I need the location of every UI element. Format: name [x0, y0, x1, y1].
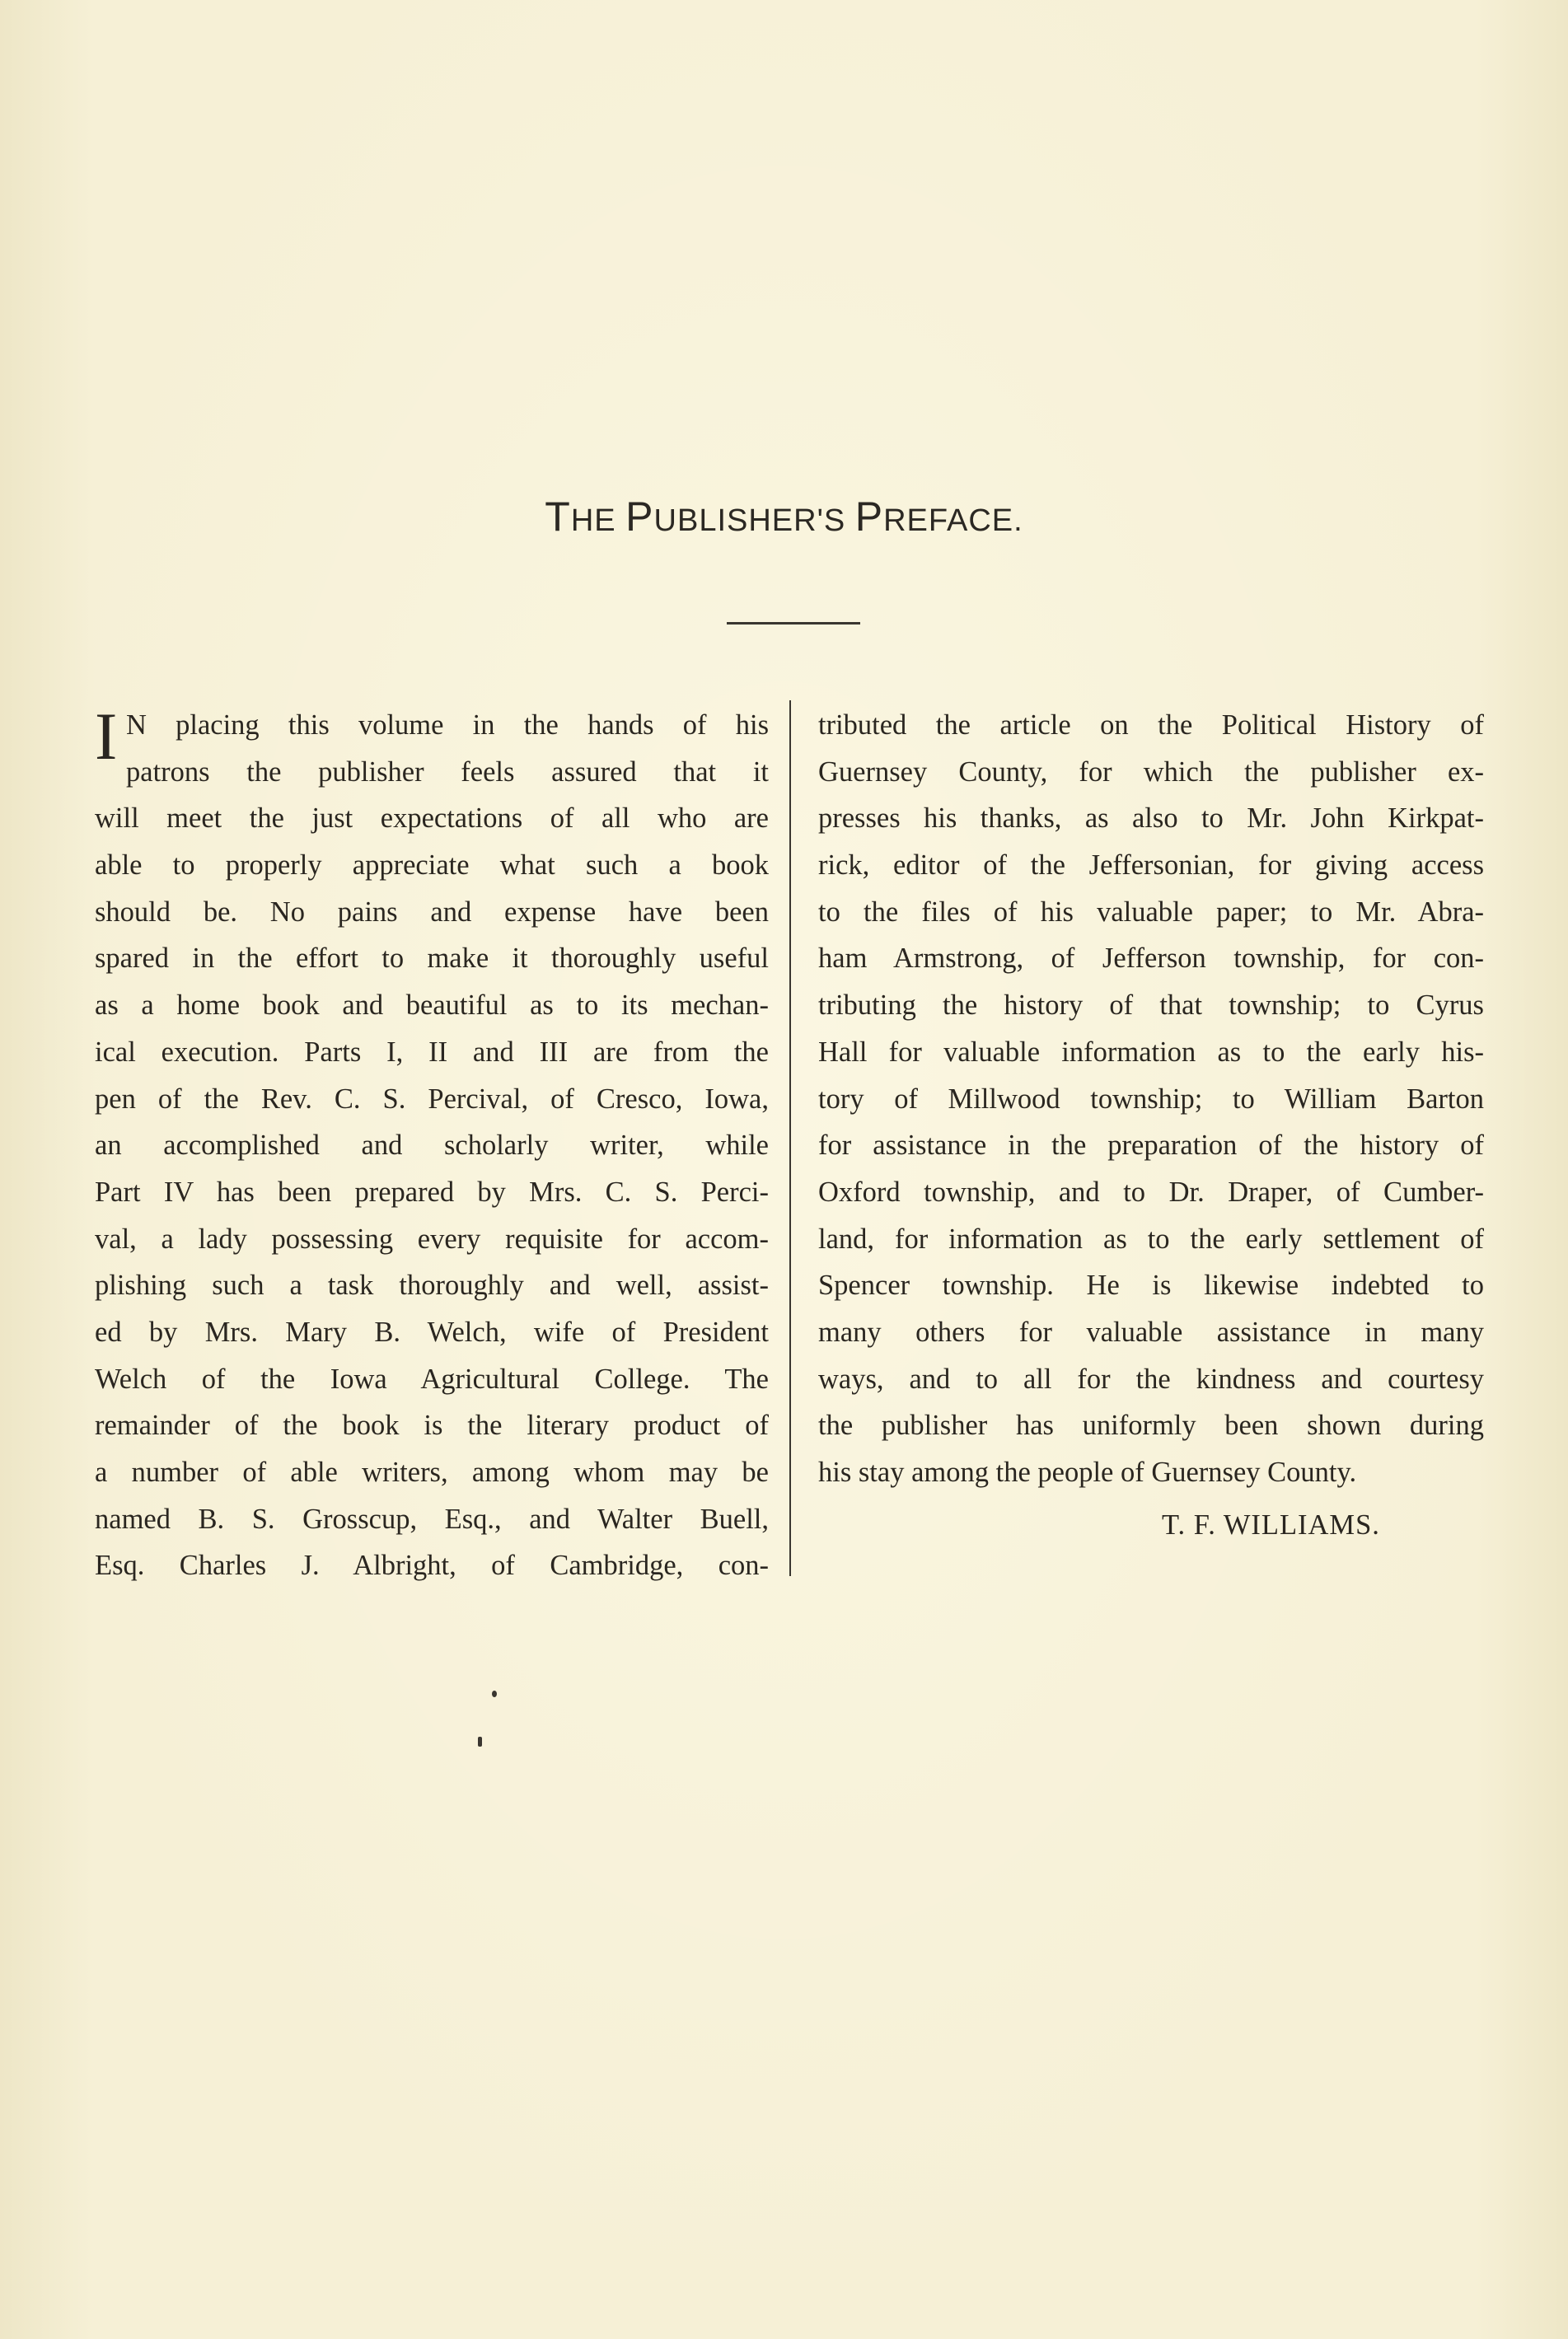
- text-line: remainder of the book is the literary product of: [95, 1410, 769, 1442]
- title-cap-3: P: [854, 494, 884, 540]
- text-line: Esq. Charles J. Albright, of Cambridge, con-: [95, 1550, 769, 1582]
- text-line: presses his thanks, as also to Mr. John Kirkpat-: [818, 802, 1484, 835]
- text-line: named B. S. Grosscup, Esq., and Walter Buell,: [95, 1503, 769, 1535]
- text-line: spared in the effort to make it thoroughly useful: [95, 943, 769, 975]
- column-divider: [789, 700, 791, 1576]
- text-line: to the files of his valuable paper; to Mr. Abra-: [818, 896, 1484, 928]
- text-line: val, a lady possessing every requisite for accom-: [95, 1223, 769, 1255]
- text-line: land, for information as to the early settlement of: [818, 1223, 1484, 1255]
- left-column: [95, 699, 769, 1589]
- text-line: will meet the just expectations of all who are: [95, 802, 769, 835]
- title-cap-2: P: [625, 494, 654, 540]
- ink-speck: [492, 1691, 497, 1697]
- text-line: the publisher has uniformly been shown during: [818, 1410, 1484, 1442]
- text-line: N placing this volume in the hands of his: [126, 709, 769, 741]
- text-line: for assistance in the preparation of the history of: [818, 1130, 1484, 1162]
- text-line: Guernsey County, for which the publisher ex-: [818, 755, 1484, 788]
- text-line: Welch of the Iowa Agricultural College. The: [95, 1363, 769, 1395]
- text-line: tributing the history of that township; to Cyrus: [818, 989, 1484, 1022]
- title-rest-3: REFACE.: [883, 503, 1023, 538]
- text-line: ed by Mrs. Mary B. Welch, wife of President: [95, 1316, 769, 1348]
- text-line: Spencer township. He is likewise indebted to: [818, 1270, 1484, 1302]
- text-line: Part IV has been prepared by Mrs. C. S. Perci-: [95, 1176, 769, 1208]
- text-line: a number of able writers, among whom may be: [95, 1457, 769, 1488]
- drop-cap: I: [95, 699, 118, 774]
- ink-speck: [478, 1737, 482, 1747]
- text-line: able to properly appreciate what such a book: [95, 849, 769, 882]
- text-line: as a home book and beautiful as to its mechan-: [95, 989, 769, 1022]
- title-cap-1: T: [545, 494, 571, 540]
- title-rest-1: HE: [570, 503, 626, 538]
- text-line: pen of the Rev. C. S. Percival, of Cresco, Iowa,: [95, 1083, 769, 1115]
- text-line: tributed the article on the Political History of: [818, 709, 1484, 741]
- text-line: should be. No pains and expense have been: [95, 896, 769, 928]
- text-line: plishing such a task thoroughly and well, assist-: [95, 1270, 769, 1302]
- text-line: rick, editor of the Jeffersonian, for giving access: [818, 849, 1484, 882]
- title-rest-2: UBLISHER'S: [653, 503, 855, 538]
- text-line: patrons the publisher feels assured that it: [126, 755, 769, 788]
- text-line: his stay among the people of Guernsey County.: [818, 1457, 1357, 1488]
- text-line: ways, and to all for the kindness and courtesy: [818, 1363, 1484, 1395]
- title-rule: [727, 622, 860, 625]
- text-line: ical execution. Parts I, II and III are from the: [95, 1036, 769, 1068]
- text-line: tory of Millwood township; to William Barton: [818, 1083, 1484, 1115]
- text-line: an accomplished and scholarly writer, while: [95, 1130, 769, 1162]
- page-title: [0, 493, 1568, 540]
- right-column: [818, 702, 1484, 1496]
- text-line: Hall for valuable information as to the early his-: [818, 1036, 1484, 1068]
- text-line: ham Armstrong, of Jefferson township, for con-: [818, 943, 1484, 975]
- text-line: Oxford township, and to Dr. Draper, of Cumber-: [818, 1176, 1484, 1208]
- text-line: many others for valuable assistance in many: [818, 1316, 1484, 1348]
- signature: T. F. WILLIAMS.: [1162, 1509, 1380, 1541]
